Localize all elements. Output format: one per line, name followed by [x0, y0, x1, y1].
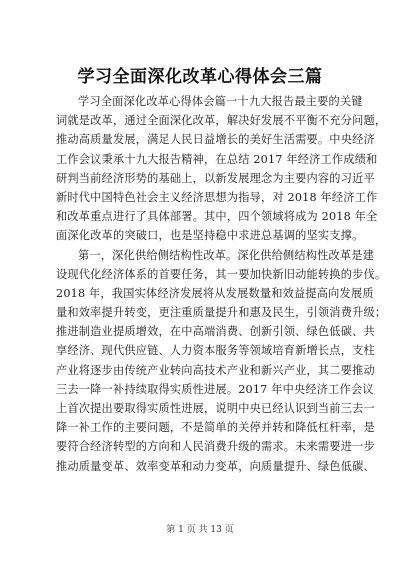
body-line: 降一补工作的主要问题，不是简单的关停并转和降低杠杆率，是: [56, 421, 375, 435]
body-line: 产业将逐步由传统产业转向高技术产业和新兴产业，其二要推动: [56, 363, 375, 377]
page-number-footer: 第 1 页 共 13 页: [166, 525, 234, 535]
body-line: 享经济、现代供应链、人力资本服务等领域培育新增长点，支柱: [56, 344, 375, 358]
body-line: 三去一降一补持续取得实质性进展。2017 年中央经济工作会议: [56, 382, 374, 396]
body-line: 研判当前经济形势的基础上，以新发展理念为主要内容的习近平: [56, 171, 375, 185]
body-line: 2018 年，我国实体经济发展将从发展数量和效益提高向发展质: [56, 286, 374, 300]
body-line: 学习全面深化改革心得体会篇一十九大报告最主要的关键: [78, 95, 363, 108]
body-line: 面深化改革的突破口，也是坚持稳中求进总基调的坚实支撑。: [56, 229, 364, 243]
document-body: [56, 92, 387, 476]
body-line: 要符合经济转型的方向和人民消费升级的需求。未来需要进一步: [56, 440, 375, 454]
body-line: 第一，深化供给侧结构性改革。深化供给侧结构性改革是建: [78, 248, 375, 262]
body-line: 推进制造业提质增效，在中高端消费、创新引领、绿色低碳、共: [56, 325, 375, 339]
body-line: 词就是改革，通过全面深化改革，解决好发展不平衡不充分问题，: [56, 114, 387, 128]
body-line: 设现代化经济体系的首要任务，其一要加快新旧动能转换的步伐。: [56, 267, 387, 281]
body-line: 量和效率提升转变，更注重质量提升和惠及民生，引领消费升级；: [56, 306, 387, 320]
document-title: 学习全面深化改革心得体会三篇: [77, 67, 323, 87]
body-line: 上首次提出要取得实质性进展，说明中央已经认识到当前三去一: [56, 402, 375, 415]
body-line: 推动质量变革、效率变革和动力变革，向质量提升、绿色低碳、: [56, 459, 375, 473]
body-line: 工作会议秉承十九大报告精神，在总结 2017 年经济工作成绩和: [56, 152, 378, 166]
body-line: 新时代中国特色社会主义经济思想为指导，对 2018 年经济工作: [56, 190, 378, 204]
body-line: 和改革重点进行了具体部署。其中，四个领域将成为 2018 年全: [56, 210, 378, 224]
body-line: 推动高质量发展，满足人民日益增长的美好生活需要。中央经济: [56, 133, 375, 147]
